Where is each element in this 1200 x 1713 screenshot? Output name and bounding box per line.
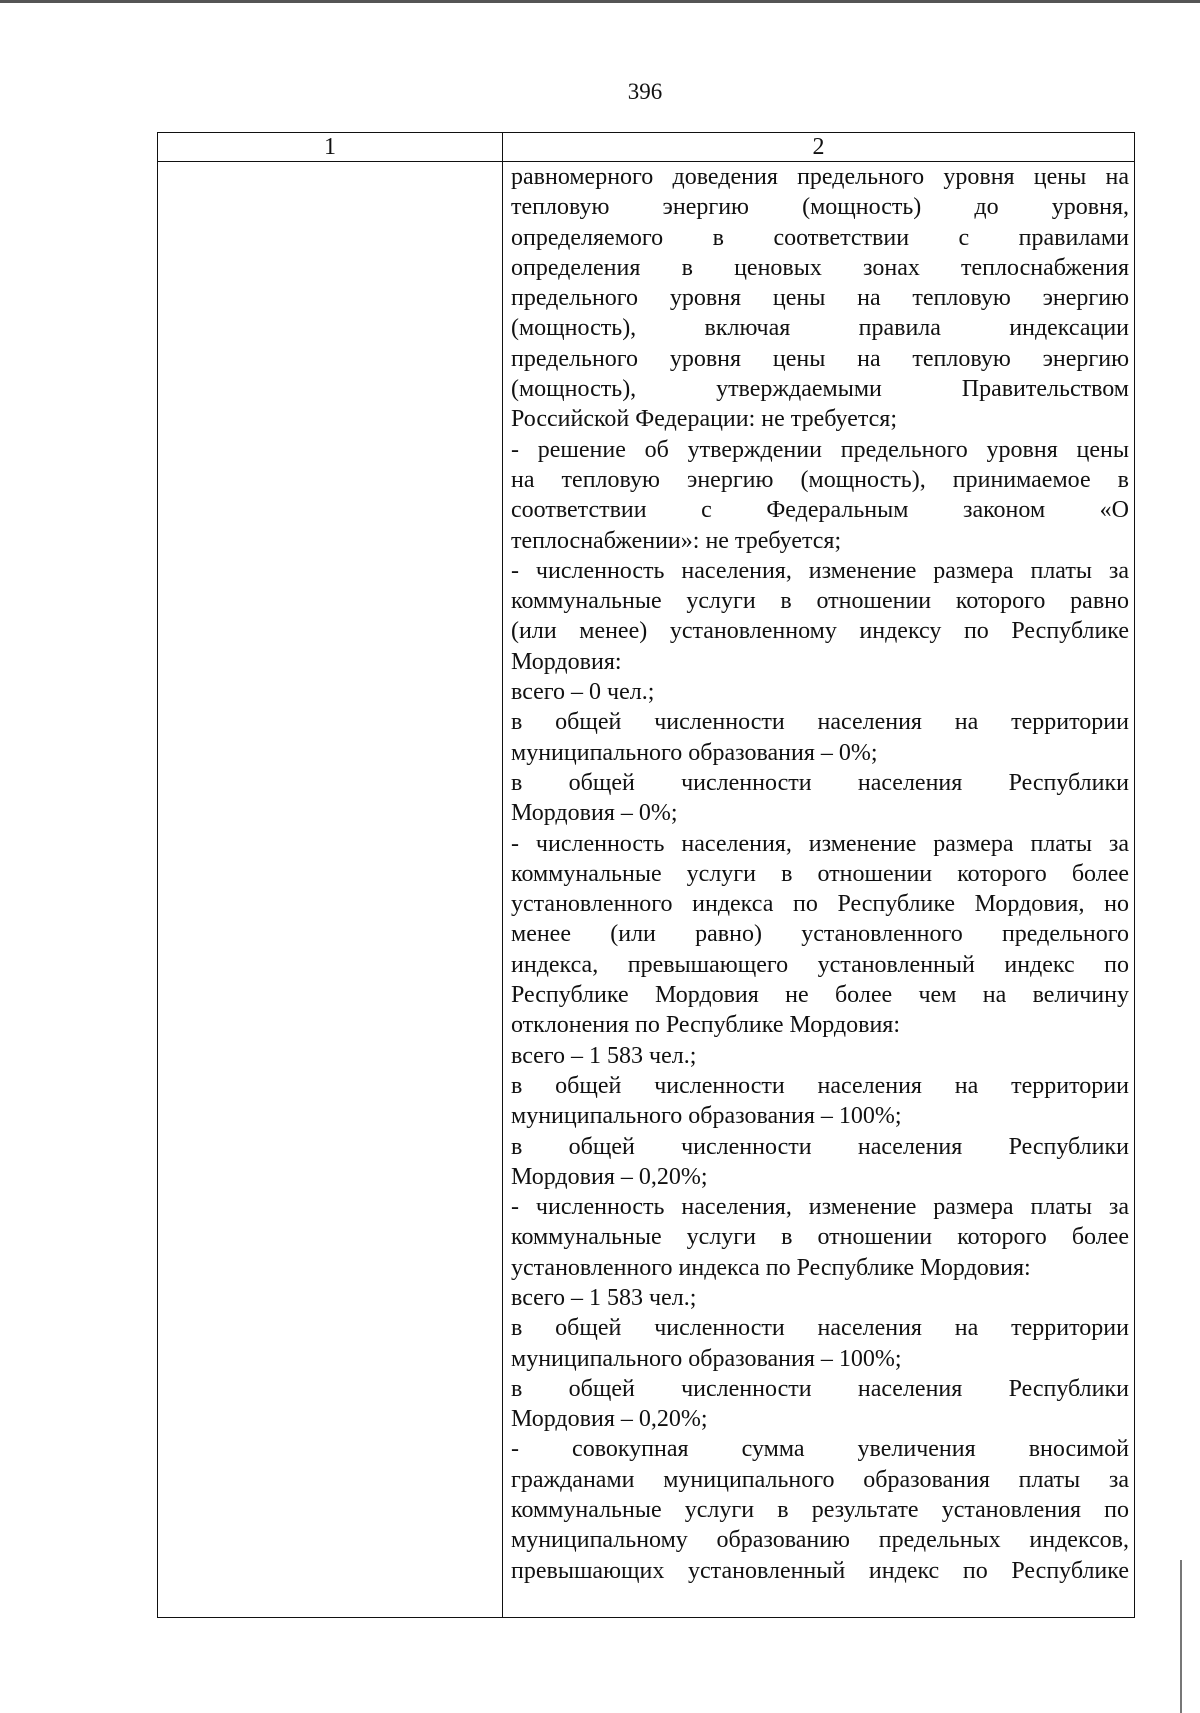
text-line: на тепловую энергию (мощность), принимаемое в <box>511 466 1129 493</box>
table-row <box>158 162 1135 1618</box>
text-line: предельного уровня цены на тепловую энергию <box>511 285 1129 312</box>
text-line: коммунальные услуги в результате установления по <box>511 1497 1129 1524</box>
text-line: соответствии с Федеральным законом «О <box>511 497 1129 524</box>
text-line: муниципального образования – 0%; <box>511 739 878 766</box>
scan-top-edge <box>0 0 1200 3</box>
text-line: Мордовия – 0,20%; <box>511 1163 708 1190</box>
table-header-row <box>158 133 1135 162</box>
text-line: - численность населения, изменение размера платы за <box>511 1194 1129 1221</box>
text-line: Республике Мордовия не более чем на величину <box>511 982 1129 1009</box>
text-line: предельного уровня цены на тепловую энергию <box>511 345 1129 372</box>
text-line: установленного индекса по Республике Мордовия, но <box>511 891 1129 918</box>
text-line: муниципального образования – 100%; <box>511 1345 902 1372</box>
text-line: коммунальные услуги в отношении которого более <box>511 860 1129 887</box>
text-line: всего – 0 чел.; <box>511 679 655 706</box>
scan-right-edge <box>1180 1560 1182 1713</box>
document-table <box>157 132 1135 1618</box>
text-line: в общей численности населения Республики <box>511 1133 1129 1160</box>
text-line: теплоснабжении»: не требуется; <box>511 527 842 554</box>
column-1-header: 1 <box>158 133 503 162</box>
text-line: в общей численности населения на территории <box>511 1072 1129 1099</box>
text-line: - решение об утверждении предельного уровня цены <box>511 436 1129 463</box>
text-line: - численность населения, изменение размера платы за <box>511 830 1129 857</box>
text-line: Мордовия – 0%; <box>511 800 678 827</box>
text-line: - совокупная сумма увеличения вносимой <box>511 1436 1129 1463</box>
page-number: 396 <box>627 79 663 104</box>
text-line: менее (или равно) установленного предельного <box>511 921 1129 948</box>
column-2-text <box>511 162 1129 1586</box>
text-line: в общей численности населения на территории <box>511 1315 1129 1342</box>
column-1-cell <box>158 162 503 1618</box>
text-line: индекса, превышающего установленный индекс по <box>511 951 1129 978</box>
text-line: (мощность), включая правила индексации <box>511 315 1129 342</box>
text-line: равномерного доведения предельного уровня цены на <box>511 164 1129 190</box>
text-line: тепловую энергию (мощность) до уровня, <box>511 194 1129 221</box>
text-line: всего – 1 583 чел.; <box>511 1042 697 1069</box>
text-line: коммунальные услуги в отношении которого равно <box>511 588 1129 615</box>
text-line: определения в ценовых зонах теплоснабжения <box>511 254 1129 281</box>
text-line: - численность населения, изменение размера платы за <box>511 557 1129 584</box>
text-line: отклонения по Республике Мордовия: <box>511 1012 901 1039</box>
text-line: определяемого в соответствии с правилами <box>511 224 1129 251</box>
text-line: (или менее) установленному индексу по Республике <box>511 618 1129 645</box>
text-line: в общей численности населения Республики <box>511 1375 1129 1402</box>
text-line: муниципальному образованию предельных индексов, <box>511 1527 1129 1554</box>
text-line: гражданами муниципального образования платы за <box>511 1466 1129 1493</box>
text-line: в общей численности населения Республики <box>511 769 1129 796</box>
column-2-header: 2 <box>503 133 1135 162</box>
text-line: Мордовия – 0,20%; <box>511 1406 708 1433</box>
text-line: превышающих установленный индекс по Республике <box>511 1557 1129 1584</box>
text-line: (мощность), утверждаемыми Правительством <box>511 376 1129 403</box>
column-2-cell <box>503 162 1135 1618</box>
text-line: в общей численности населения на территории <box>511 709 1129 736</box>
text-line: установленного индекса по Республике Мордовия: <box>511 1254 1031 1281</box>
text-line: коммунальные услуги в отношении которого более <box>511 1224 1129 1251</box>
text-line: всего – 1 583 чел.; <box>511 1284 697 1311</box>
text-line: Российской Федерации: не требуется; <box>511 406 897 433</box>
text-line: Мордовия: <box>511 648 622 675</box>
text-line: муниципального образования – 100%; <box>511 1103 902 1130</box>
